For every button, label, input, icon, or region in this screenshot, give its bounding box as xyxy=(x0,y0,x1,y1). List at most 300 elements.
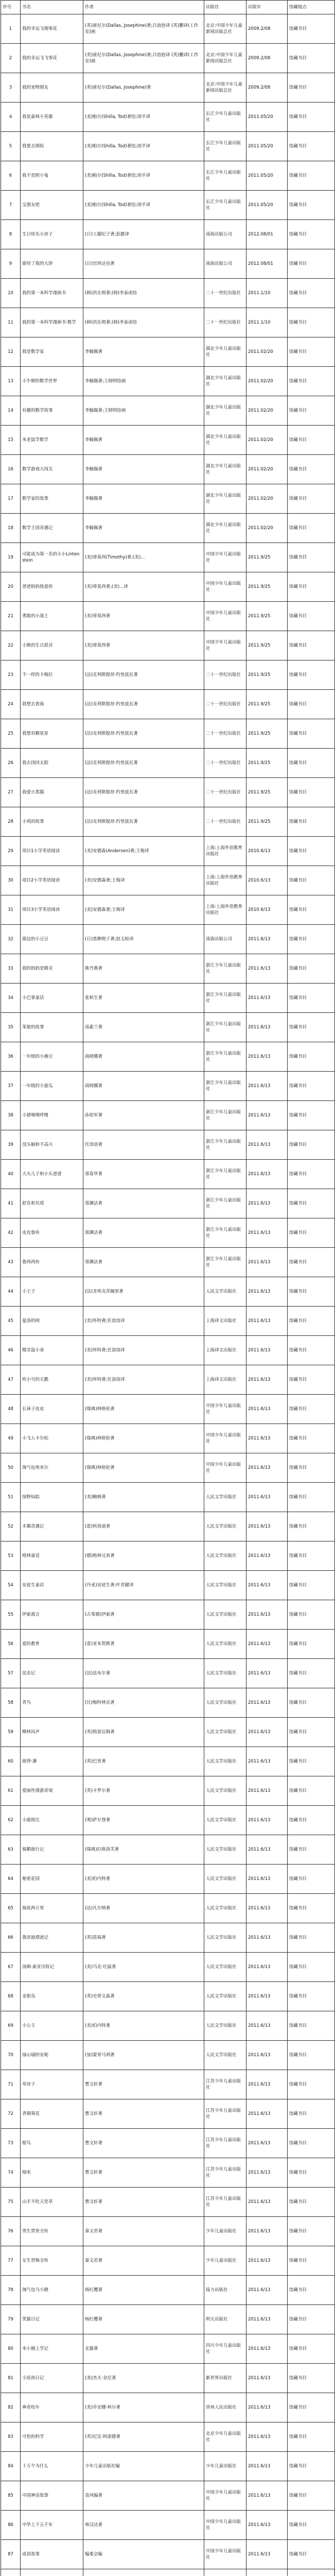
publish-year: 2011.6/13 xyxy=(246,1424,288,1453)
table-row xyxy=(1,1072,335,1101)
column-header-year: 出版年 xyxy=(246,1,288,14)
holding-location: 馆藏书目 xyxy=(288,2364,335,2393)
book-title: 小猪唏哩呼噜 xyxy=(21,1101,83,1130)
row-number: 79 xyxy=(1,2305,21,2334)
table-body xyxy=(1,14,335,2576)
book-publisher: 人民文学出版社 xyxy=(204,1865,246,1894)
column-header-publisher: 出版社 xyxy=(204,1,246,14)
book-title: 秘密花园 xyxy=(21,1865,83,1894)
publish-year: 2011.05/20 xyxy=(246,191,288,220)
book-title: 项目2小学英语阅读 xyxy=(21,866,83,895)
book-author: 李毓佩著;王晓明绘画 xyxy=(83,396,204,426)
book-publisher: 中国少年儿童出版社 xyxy=(204,1453,246,1483)
book-publisher: 人民文学出版社 xyxy=(204,1718,246,1747)
book-publisher: 浙江少年儿童出版社 xyxy=(204,1013,246,1042)
holding-location: 馆藏书目 xyxy=(288,895,335,925)
table-row xyxy=(1,778,335,807)
book-title: 伊索寓言 xyxy=(21,1600,83,1630)
row-number: 42 xyxy=(1,1218,21,1248)
row-number: 27 xyxy=(1,778,21,807)
row-number: 43 xyxy=(1,1248,21,1277)
book-author: 陈丹燕著 xyxy=(83,954,204,984)
table-row xyxy=(1,895,335,925)
book-publisher: 人民文学出版社 xyxy=(204,1277,246,1307)
holding-location: 馆藏书目 xyxy=(288,396,335,426)
row-number: 37 xyxy=(1,1072,21,1101)
publish-year: 2011.6/13 xyxy=(246,1688,288,1718)
book-publisher: 四川少年儿童出版社 xyxy=(204,2334,246,2364)
book-publisher: 贵州人民出版社 xyxy=(204,2393,246,2422)
book-author: 汤素兰著 xyxy=(83,1013,204,1042)
book-publisher: 中国少年儿童出版社 xyxy=(204,2540,246,2569)
row-number: 5 xyxy=(1,132,21,161)
book-author: 李毓佩著 xyxy=(83,455,204,484)
row-number: 54 xyxy=(1,1571,21,1600)
holding-location: 馆藏书目 xyxy=(288,1718,335,1747)
book-publisher: 南海出版公司 xyxy=(204,220,246,249)
book-publisher: 湖北少年儿童出版社 xyxy=(204,455,246,484)
publish-year: 2011.6/13 xyxy=(246,1982,288,2011)
book-author: (法)克利斯提昂·约里波瓦著 xyxy=(83,778,204,807)
holding-location: 馆藏书目 xyxy=(288,14,335,44)
table-row xyxy=(1,2452,335,2481)
book-author: 杨红樱著 xyxy=(83,2276,204,2305)
table-row xyxy=(1,2481,335,2511)
table-row xyxy=(1,514,335,543)
table-row xyxy=(1,984,335,1013)
publish-year: 2011.6/13 xyxy=(246,1659,288,1688)
book-title: 鲁滨逊漂流记 xyxy=(21,1923,83,1953)
holding-location: 馆藏书目 xyxy=(288,1365,335,1395)
holding-location: 馆藏书目 xyxy=(288,132,335,161)
row-number: 70 xyxy=(1,2041,21,2070)
book-publisher: 人民文学出版社 xyxy=(204,1747,246,1776)
book-author: (英)唐尼尔(Dallas, Josephine)著;吕泡泡译 (英)鹏译(工作室)画 xyxy=(83,14,204,44)
book-publisher: 人民文学出版社 xyxy=(204,2011,246,2041)
table-row xyxy=(1,249,335,279)
table-row xyxy=(1,1365,335,1395)
book-title: 可怕的科学 xyxy=(21,2422,83,2452)
row-number: 25 xyxy=(1,719,21,749)
holding-location: 馆藏书目 xyxy=(288,2158,335,2188)
publish-year: 2011.1/10 xyxy=(246,308,288,337)
book-publisher: 江苏少年儿童出版社 xyxy=(204,2129,246,2158)
book-author: 李毓佩著 xyxy=(83,484,204,514)
publish-year: 2009.2/08 xyxy=(246,14,288,44)
book-title: 鲁西西传 xyxy=(21,1248,83,1277)
holding-location: 馆藏书目 xyxy=(288,2011,335,2041)
book-title: 有趣的数学故事 xyxy=(21,396,83,426)
book-title: 可能成为第一名的小小Lintenstein xyxy=(21,543,83,572)
book-author: 编委会编 xyxy=(83,2540,204,2569)
row-number: 14 xyxy=(1,396,21,426)
row-number: 74 xyxy=(1,2158,21,2188)
row-number: 38 xyxy=(1,1101,21,1130)
table-row xyxy=(1,73,335,103)
holding-location: 馆藏书目 xyxy=(288,954,335,984)
book-title: 山羊不吃天堂草 xyxy=(21,2188,83,2217)
holding-location: 馆藏书目 xyxy=(288,1835,335,1865)
book-title: 女生贾梅全传 xyxy=(21,2246,83,2276)
table-row xyxy=(1,455,335,484)
column-header-no: 序号 xyxy=(1,1,21,14)
table-row xyxy=(1,1248,335,1277)
row-number: 53 xyxy=(1,1541,21,1571)
book-title: 绿山墙的安妮 xyxy=(21,2041,83,2070)
book-title: 根鸟 xyxy=(21,2129,83,2158)
book-publisher: 浙江少年儿童出版社 xyxy=(204,1042,246,1072)
row-number: 71 xyxy=(1,2070,21,2099)
publish-year: 2011.9/25 xyxy=(246,602,288,631)
publish-year: 2011.6/13 xyxy=(246,1130,288,1160)
table-row xyxy=(1,2569,335,2576)
table-row xyxy=(1,1160,335,1189)
publish-year: 2011.6/13 xyxy=(246,2011,288,2041)
table-row xyxy=(1,1424,335,1453)
book-author: (日)宫西达也著 xyxy=(83,249,204,279)
book-title: 米老鼠学数学 xyxy=(21,426,83,455)
book-publisher: 长江少年儿童出版社 xyxy=(204,191,246,220)
publish-year: 2011.6/13 xyxy=(246,1013,288,1042)
book-author: 曹文轩著 xyxy=(83,2070,204,2099)
book-author: 李毓佩著 xyxy=(83,337,204,367)
publish-year: 2011.6/13 xyxy=(246,1365,288,1395)
book-publisher: 人民文学出版社 xyxy=(204,1688,246,1718)
publish-year: 2011.6/13 xyxy=(246,1541,288,1571)
row-number: 78 xyxy=(1,2276,21,2305)
table-row xyxy=(1,132,335,161)
publish-year: 2011.6/13 xyxy=(246,2246,288,2276)
row-number: 2 xyxy=(1,44,21,73)
book-author: 北猫著 xyxy=(83,2334,204,2364)
holding-location: 馆藏书目 xyxy=(288,1923,335,1953)
book-publisher: 湖北少年儿童出版社 xyxy=(204,426,246,455)
publish-year: 2011.02/20 xyxy=(246,455,288,484)
holding-location: 馆藏书目 xyxy=(288,1072,335,1101)
publish-year: 2011.1/10 xyxy=(246,279,288,308)
row-number: 17 xyxy=(1,484,21,514)
holding-location: 馆藏书目 xyxy=(288,719,335,749)
table-row xyxy=(1,161,335,191)
book-author: (瑞典)林格伦著 xyxy=(83,1395,204,1424)
row-number: 68 xyxy=(1,1982,21,2011)
publish-year: 2011.6/13 xyxy=(246,1600,288,1630)
row-number: 29 xyxy=(1,837,21,866)
table-row xyxy=(1,2070,335,2099)
row-number: 3 xyxy=(1,73,21,103)
table-row xyxy=(1,660,335,690)
table-row xyxy=(1,2129,335,2158)
book-publisher: 中国少年儿童出版社 xyxy=(204,1424,246,1453)
table-row xyxy=(1,2305,335,2334)
holding-location: 馆藏书目 xyxy=(288,191,335,220)
book-publisher: 浙江少年儿童出版社 xyxy=(204,954,246,984)
holding-location: 馆藏书目 xyxy=(288,1630,335,1659)
book-title: 没头脑和不高兴 xyxy=(21,1130,83,1160)
holding-location: 馆藏书目 xyxy=(288,1189,335,1218)
book-publisher: 人民文学出版社 xyxy=(204,1806,246,1835)
column-header-location: 馆藏地点 xyxy=(288,1,335,14)
book-title: 骑鹅旅行记 xyxy=(21,1835,83,1865)
publish-year: 2010.6/13 xyxy=(246,837,288,866)
book-title: 小王子 xyxy=(21,1277,83,1307)
book-author: (瑞典)拉格洛芙著 xyxy=(83,1835,204,1865)
book-title: 不一样的卡梅拉 xyxy=(21,660,83,690)
book-title: 小鸡的故事 xyxy=(21,807,83,837)
publish-year: 2011.6/13 xyxy=(246,1894,288,1923)
holding-location: 馆藏书目 xyxy=(288,690,335,719)
book-publisher: 中国少年儿童出版社 xyxy=(204,572,246,602)
holding-location: 馆藏书目 xyxy=(288,1865,335,1894)
row-number: 26 xyxy=(1,749,21,778)
holding-location: 馆藏书目 xyxy=(288,807,335,837)
publish-year: 2011.6/13 xyxy=(246,2217,288,2246)
row-number: 20 xyxy=(1,572,21,602)
table-row xyxy=(1,2158,335,2188)
table-row xyxy=(1,690,335,719)
row-number: 34 xyxy=(1,984,21,1013)
table-row xyxy=(1,367,335,396)
book-author: (美)蒂莫西著 xyxy=(83,631,204,660)
publish-year: 2011.6/13 xyxy=(246,1806,288,1835)
holding-location: 馆藏书目 xyxy=(288,2188,335,2217)
publish-year: 2011.6/13 xyxy=(246,1953,288,1982)
publish-year: 2011.6/13 xyxy=(246,1307,288,1336)
book-title: 我去找回太阳 xyxy=(21,749,83,778)
holding-location: 馆藏书目 xyxy=(288,2217,335,2246)
table-row xyxy=(1,2099,335,2129)
book-title: 柳林风声 xyxy=(21,1718,83,1747)
book-title: 我的妈妈是精灵 xyxy=(21,954,83,984)
holding-location: 馆藏书目 xyxy=(288,1453,335,1483)
book-title: 青铜葵花 xyxy=(21,2099,83,2129)
book-author: (意)亚米契斯著 xyxy=(83,1630,204,1659)
table-row xyxy=(1,1747,335,1776)
book-author: 曹文轩著 xyxy=(83,2129,204,2158)
publish-year: 2011.6/13 xyxy=(246,1160,288,1189)
table-row xyxy=(1,396,335,426)
row-number: 87 xyxy=(1,2540,21,2569)
row-number: 23 xyxy=(1,660,21,690)
row-number: 62 xyxy=(1,1806,21,1835)
table-row xyxy=(1,1013,335,1042)
holding-location: 馆藏书目 xyxy=(288,2070,335,2099)
book-title: 彼得·潘 xyxy=(21,1747,83,1776)
holding-location: 馆藏书目 xyxy=(288,1395,335,1424)
publish-year: 2011.6/13 xyxy=(246,1072,288,1101)
publish-year: 2010.6/13 xyxy=(246,895,288,925)
publish-year: 2011.02/20 xyxy=(246,484,288,514)
book-author: (美)安德森著;王梅译 xyxy=(83,895,204,925)
publish-year: 2011.9/25 xyxy=(246,778,288,807)
row-number: 61 xyxy=(1,1776,21,1806)
book-publisher: 接力出版社 xyxy=(204,2276,246,2305)
book-author: (意)科洛迪著 xyxy=(83,1512,204,1541)
publish-year: 2011.6/13 xyxy=(246,2070,288,2099)
book-author: (法)克利斯提昂·约里波瓦著 xyxy=(83,719,204,749)
row-number: 58 xyxy=(1,1688,21,1718)
holding-location: 馆藏书目 xyxy=(288,1982,335,2011)
book-publisher: 中国少年儿童出版社 xyxy=(204,602,246,631)
book-title: 小公主 xyxy=(21,2011,83,2041)
column-header-author: 作者 xyxy=(83,1,204,14)
row-number: 67 xyxy=(1,1953,21,1982)
book-publisher: 人民文学出版社 xyxy=(204,1512,246,1541)
row-number: 48 xyxy=(1,1395,21,1424)
publish-year: 2011.6/13 xyxy=(246,2305,288,2334)
book-author: 曹文轩著 xyxy=(83,2099,204,2129)
book-title: 交朋友吧 xyxy=(21,191,83,220)
column-header-title: 书名 xyxy=(21,1,83,14)
holding-location: 馆藏书目 xyxy=(288,2246,335,2276)
publish-year: 2011.6/13 xyxy=(246,1571,288,1600)
holding-location: 馆藏书目 xyxy=(288,1483,335,1512)
book-author: (英)唐尼尔(Dallas, Josephine)著;吕泡泡译 (英)鹏译(工作室)画 xyxy=(83,44,204,73)
book-publisher: 上海:上海外语教育出版社 xyxy=(204,895,246,925)
book-publisher: 浙江少年儿童出版社 xyxy=(204,1189,246,1218)
book-author: (丹麦)安徒生著;叶君健译 xyxy=(83,1571,204,1600)
table-row xyxy=(1,2422,335,2452)
book-author: (奥)萨尔登著 xyxy=(83,1806,204,1835)
book-title: 小熊的生日派对 xyxy=(21,631,83,660)
holding-location: 馆藏书目 xyxy=(288,2129,335,2158)
publish-year: 2011.6/13 xyxy=(246,1248,288,1277)
table-row xyxy=(1,602,335,631)
book-title: 我是森林小英雄 xyxy=(21,103,83,132)
row-number: 41 xyxy=(1,1189,21,1218)
publish-year: 2011.6/13 xyxy=(246,1395,288,1424)
book-title: 一年级的小蜜瓜 xyxy=(21,1072,83,1101)
book-title: 数学王国奇遇记 xyxy=(21,514,83,543)
holding-location: 馆藏书目 xyxy=(288,426,335,455)
table-row xyxy=(1,103,335,132)
row-number: 45 xyxy=(1,1307,21,1336)
holding-location: 馆藏书目 xyxy=(288,2305,335,2334)
book-publisher: 中国少年儿童出版社 xyxy=(204,2481,246,2511)
row-number: 28 xyxy=(1,807,21,837)
book-publisher: 少年儿童出版社 xyxy=(204,2246,246,2276)
row-number: 66 xyxy=(1,1923,21,1953)
book-title: 神奇校车 xyxy=(21,2393,83,2422)
table-row xyxy=(1,1453,335,1483)
book-publisher: 人民文学出版社 xyxy=(204,2041,246,2070)
publish-year: 2009.2/08 xyxy=(246,73,288,103)
book-title: 淘气包埃米尔 xyxy=(21,1453,83,1483)
holding-location: 馆藏书目 xyxy=(288,2422,335,2452)
table-row xyxy=(1,1894,335,1923)
row-number: 16 xyxy=(1,455,21,484)
table-row xyxy=(1,1835,335,1865)
book-publisher: 少年儿童出版社 xyxy=(204,2452,246,2481)
table-header-row xyxy=(1,1,335,14)
book-publisher: 湖北少年儿童出版社 xyxy=(204,396,246,426)
publish-year: 2011.6/13 xyxy=(246,1923,288,1953)
holding-location: 馆藏书目 xyxy=(288,161,335,191)
book-author: (英)史蒂文森著 xyxy=(83,1982,204,2011)
book-title: 细米 xyxy=(21,2158,83,2188)
table-row xyxy=(1,308,335,337)
book-title: 男生贾里全传 xyxy=(21,2217,83,2246)
publish-year: 2011.6/13 xyxy=(246,2129,288,2158)
holding-location: 馆藏书目 xyxy=(288,925,335,954)
book-publisher: 人民文学出版社 xyxy=(204,1923,246,1953)
publish-year: 2011.9/25 xyxy=(246,572,288,602)
book-title: 爸爸妈妈我爱你 xyxy=(21,572,83,602)
book-publisher: 上海:上海外语教育出版社 xyxy=(204,866,246,895)
holding-location: 馆藏书目 xyxy=(288,837,335,866)
table-row xyxy=(1,1307,335,1336)
book-author: (美)蒂莫西(Timothy)著;(美)... xyxy=(83,543,204,572)
book-publisher: 上海译文出版社 xyxy=(204,1307,246,1336)
book-publisher: 湖北少年儿童出版社 xyxy=(204,367,246,396)
book-publisher: 湖北少年儿童出版社 xyxy=(204,337,246,367)
publish-year: 2011.6/13 xyxy=(246,1277,288,1307)
publish-year: 2011.05/20 xyxy=(246,132,288,161)
book-publisher: 人民文学出版社 xyxy=(204,1982,246,2011)
publish-year: 2011.6/13 xyxy=(246,1101,288,1130)
book-title: 我的第一本科学漫画书 xyxy=(21,279,83,308)
publish-year: 2011.6/13 xyxy=(246,1483,288,1512)
book-author: (加)蒙哥马利著 xyxy=(83,2041,204,2070)
holding-location: 馆藏书目 xyxy=(288,1218,335,1248)
holding-location: 馆藏书目 xyxy=(288,866,335,895)
table-row xyxy=(1,2041,335,2070)
book-publisher: 浙江少年儿童出版社 xyxy=(204,1072,246,1101)
row-number: 85 xyxy=(1,2481,21,2511)
table-row xyxy=(1,2246,335,2276)
book-publisher: 浙江少年儿童出版社 xyxy=(204,1218,246,1248)
book-author: (德)格林兄弟著 xyxy=(83,1541,204,1571)
holding-location: 馆藏书目 xyxy=(288,367,335,396)
publish-year: 2011.6/13 xyxy=(246,1512,288,1541)
book-publisher: 二十一世纪出版社 xyxy=(204,308,246,337)
book-author: (美)帕尔(Shilla, Tod)著绘;胡平译 xyxy=(83,132,204,161)
row-number: 69 xyxy=(1,2011,21,2041)
holding-location: 馆藏书目 xyxy=(288,1953,335,1982)
book-publisher: 北京:中国少年儿童新闻出版总社 xyxy=(204,14,246,44)
publish-year: 2011.02/20 xyxy=(246,337,288,367)
row-number: 57 xyxy=(1,1659,21,1688)
publish-year: 2011.6/13 xyxy=(246,2188,288,2217)
table-row xyxy=(1,1101,335,1130)
table-row xyxy=(1,1776,335,1806)
holding-location: 馆藏书目 xyxy=(288,2276,335,2305)
row-number: 81 xyxy=(1,2364,21,2393)
table-row xyxy=(1,572,335,602)
book-title: 我不是胆小鬼 xyxy=(21,161,83,191)
row-number: 77 xyxy=(1,2246,21,2276)
book-title: 我想有颗星星 xyxy=(21,719,83,749)
publish-year: 2011.9/25 xyxy=(246,719,288,749)
book-publisher: 人民文学出版社 xyxy=(204,1600,246,1630)
holding-location: 馆藏书目 xyxy=(288,1600,335,1630)
book-author: (法)克利斯提昂·约里波瓦著 xyxy=(83,749,204,778)
book-title: 吹小号的天鹅 xyxy=(21,1365,83,1395)
book-title: 汤姆·索亚历险记 xyxy=(21,1953,83,1982)
publish-year: 2011.9/25 xyxy=(246,807,288,837)
book-publisher: 人民文学出版社 xyxy=(204,1571,246,1600)
table-row xyxy=(1,719,335,749)
holding-location: 馆藏书目 xyxy=(288,2511,335,2540)
book-author: (英)尼克·阿诺德著 xyxy=(83,2422,204,2452)
book-publisher: 江苏少年儿童出版社 xyxy=(204,2099,246,2129)
row-number: 18 xyxy=(1,514,21,543)
publish-year: 2011.02/20 xyxy=(246,514,288,543)
book-author: (美)安德森(Andersen)著;王梅译 xyxy=(83,837,204,866)
book-title: 我要去探险 xyxy=(21,132,83,161)
row-number: 11 xyxy=(1,308,21,337)
book-author: 秦文君著 xyxy=(83,2217,204,2246)
